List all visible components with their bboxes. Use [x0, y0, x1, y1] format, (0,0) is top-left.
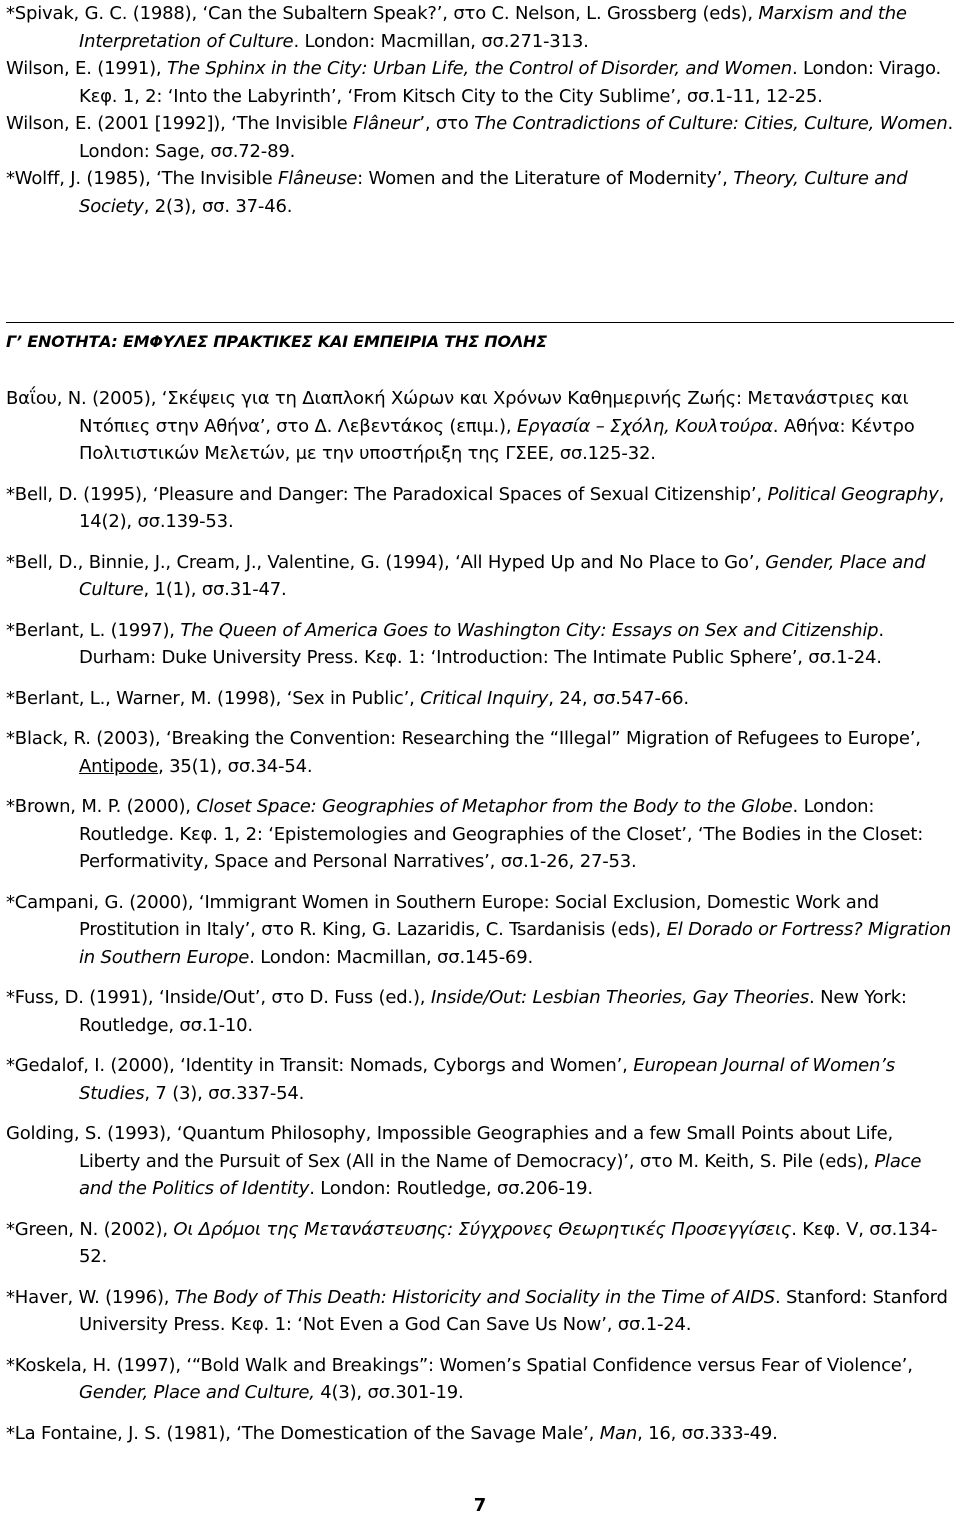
reference-text: Wilson, E. (2001 [1992]), ‘The Invisible [6, 113, 354, 134]
reference-text: . London: Sage, σσ.72-89. [79, 113, 954, 162]
reference-entry [6, 617, 954, 672]
reference-title: Flâneur [353, 113, 420, 134]
reference-text: , 1(1), σσ.31-47. [143, 579, 287, 600]
reference-title: The Body of This Death: Historicity and Sociality in the Time of AIDS [174, 1286, 775, 1308]
reference-text: *Fuss, D. (1991), ‘Inside/Out’, στο D. Fuss (ed.), [6, 987, 431, 1008]
reference-entry [6, 725, 954, 780]
reference-title: Flâneuse [278, 168, 358, 189]
reference-list-top [6, 0, 954, 220]
reference-title: Political Geography [767, 483, 939, 505]
reference-title: Theory, Culture and Society [79, 168, 908, 217]
reference-text: 4(3), σσ.301-19. [314, 1382, 464, 1403]
reference-entry [6, 1216, 954, 1271]
reference-text: *Berlant, L., Warner, M. (1998), ‘Sex in Public’, [6, 687, 421, 709]
reference-text: . London: Routledge. Κεφ. 1, 2: ‘Epistemologies and Geographies of the Closet’, ‘The Bodies in the Closet: Performativity, Space and Personal Narratives’, σσ.1-26, 27-53. [79, 796, 924, 872]
reference-text: *Bell, D. (1995), ‘Pleasure and Danger: The Paradoxical Spaces of Sexual Citizenship’, [6, 483, 768, 505]
reference-title: Critical Inquiry [420, 687, 549, 709]
reference-text: Wilson, E. (1991), [6, 58, 167, 79]
reference-title: Closet Space: Geographies of Metaphor from the Body to the Globe [196, 796, 793, 817]
reference-entry [6, 793, 954, 876]
reference-title: Man [599, 1422, 638, 1444]
reference-entry [6, 1284, 954, 1339]
reference-entry [6, 55, 954, 110]
reference-entry [6, 889, 954, 972]
reference-title: European Journal of Women’s Studies [79, 1055, 895, 1104]
reference-text: *Black, R. (2003), ‘Breaking the Convention: Researching the “Illegal” Migration of Refugees to Europe’, [6, 728, 921, 749]
section-divider [6, 322, 954, 323]
reference-entry [6, 1120, 954, 1203]
reference-text: , 35(1), σσ.34-54. [158, 755, 313, 777]
reference-title: Inside/Out: Lesbian Theories, Gay Theories [430, 987, 810, 1008]
reference-text: *Brown, M. P. (2000), [6, 796, 197, 817]
reference-text: , 7 (3), σσ.337-54. [144, 1082, 305, 1104]
reference-entry [6, 481, 954, 536]
reference-entry [6, 0, 954, 55]
section-heading: Γ’ ΕΝΟΤΗΤΑ: ΕΜΦΥΛΕΣ ΠΡΑΚΤΙΚΕΣ ΚΑΙ ΕΜΠΕΙΡΙΑ ΤΗΣ ΠΟΛΗΣ [6, 332, 547, 351]
reference-entry [6, 385, 954, 468]
reference-text: *Spivak, G. C. (1988), ‘Can the Subaltern Speak?’, στο C. Nelson, L. Grossberg (eds), [6, 3, 759, 24]
reference-text: : Women and the Literature of Modernity’, [357, 168, 734, 189]
reference-title: Οι Δρόμοι της Μετανάστευσης: Σύγχρονες Θεωρητικές Προσεγγίσεις [173, 1218, 792, 1240]
page-number: 7 [473, 1495, 487, 1516]
reference-list-section [6, 385, 954, 1447]
reference-text: . London: Macmillan, σσ.271-313. [293, 30, 589, 52]
reference-text: *Bell, D., Binnie, J., Cream, J., Valentine, G. (1994), ‘All Hyped Up and No Place to Go’, [6, 551, 766, 573]
reference-title: The Queen of America Goes to Washington City: Essays on Sex and Citizenship [180, 619, 879, 641]
reference-title: Gender, Place and Culture [79, 551, 926, 600]
reference-entry [6, 1052, 954, 1107]
reference-entry [6, 1420, 954, 1448]
reference-entry [6, 549, 954, 604]
reference-text: *Green, N. (2002), [6, 1218, 174, 1240]
reference-entry [6, 984, 954, 1039]
reference-title: El Dorado or Fortress? Migration in Southern Europe [79, 919, 952, 968]
reference-text: , 2(3), σσ. 37-46. [143, 195, 293, 217]
reference-text: . Stanford: Stanford University Press. Κεφ. 1: ‘Not Even a God Can Save Us Now’, σσ.1-24. [79, 1286, 948, 1335]
reference-text: Βαΐου, Ν. (2005), ‘Σκέψεις για τη Διαπλοκή Χώρων και Χρόνων Καθημερινής Ζωής: Μετανάστριες και Ντόπιες στην Αθήνα’, στο Δ. Λεβεντάκος (επιμ.), [6, 388, 909, 437]
reference-text: ’, στο [419, 113, 475, 134]
reference-entry [6, 110, 954, 165]
reference-entry [6, 165, 954, 220]
reference-entry [6, 1352, 954, 1407]
reference-title: Marxism and the Interpretation of Culture [79, 3, 907, 52]
reference-text: . London: Routledge, σσ.206-19. [309, 1178, 593, 1199]
reference-title: Gender, Place and Culture, [79, 1382, 315, 1403]
reference-text: Golding, S. (1993), ‘Quantum Philosophy, Impossible Geographies and a few Small Points about Life, Liberty and the Pursuit of Sex (All in the Name of Democracy)’, στο M. Keith, S. Pile (eds), [6, 1123, 893, 1172]
reference-text: *Wolff, J. (1985), ‘The Invisible [6, 168, 279, 189]
reference-text: . Κεφ. V, σσ.134-52. [79, 1218, 938, 1267]
reference-text: . London: Macmillan, σσ.145-69. [249, 946, 534, 968]
reference-text: , 14(2), σσ.139-53. [79, 483, 945, 532]
reference-underlined: Antipode [79, 755, 159, 777]
reference-title: Εργασία – Σχόλη, Κουλτούρα [516, 415, 773, 437]
reference-text: *Campani, G. (2000), ‘Immigrant Women in Southern Europe: Social Exclusion, Domestic Work and Prostitution in Italy’, στο R. King, G. Lazaridis, C. Tsardanisis (eds), [6, 891, 880, 940]
reference-text: . Durham: Duke University Press. Κεφ. 1: ‘Introduction: The Intimate Public Sphere’, σσ.1-24. [79, 619, 884, 668]
reference-text: , 24, σσ.547-66. [548, 687, 689, 709]
reference-title: The Contradictions of Culture: Cities, Culture, Women [474, 113, 948, 134]
reference-text: *Haver, W. (1996), [6, 1286, 175, 1308]
reference-text: . New York: Routledge, σσ.1-10. [79, 987, 907, 1036]
reference-text: , 16, σσ.333-49. [637, 1422, 778, 1444]
reference-text: *Koskela, H. (1997), ‘“Bold Walk and Breakings”: Women’s Spatial Confidence versus Fear of Violence’, [6, 1354, 913, 1376]
reference-text: . Αθήνα: Κέντρο Πολιτιστικών Μελετών, με την υποστήριξη της ΓΣΕΕ, σσ.125-32. [79, 415, 915, 464]
reference-text: *Berlant, L. (1997), [6, 619, 181, 641]
reference-text: . London: Virago. Κεφ. 1, 2: ‘Into the Labyrinth’, ‘From Kitsch City to the City Sublime’, σσ.1-11, 12-25. [79, 58, 942, 107]
reference-text: *La Fontaine, J. S. (1981), ‘The Domestication of the Savage Male’, [6, 1422, 600, 1444]
reference-text: *Gedalof, I. (2000), ‘Identity in Transit: Nomads, Cyborgs and Women’, [6, 1055, 634, 1076]
reference-title: Place and the Politics of Identity [79, 1150, 922, 1199]
reference-entry [6, 685, 954, 713]
reference-title: The Sphinx in the City: Urban Life, the Control of Disorder, and Women [166, 58, 792, 79]
